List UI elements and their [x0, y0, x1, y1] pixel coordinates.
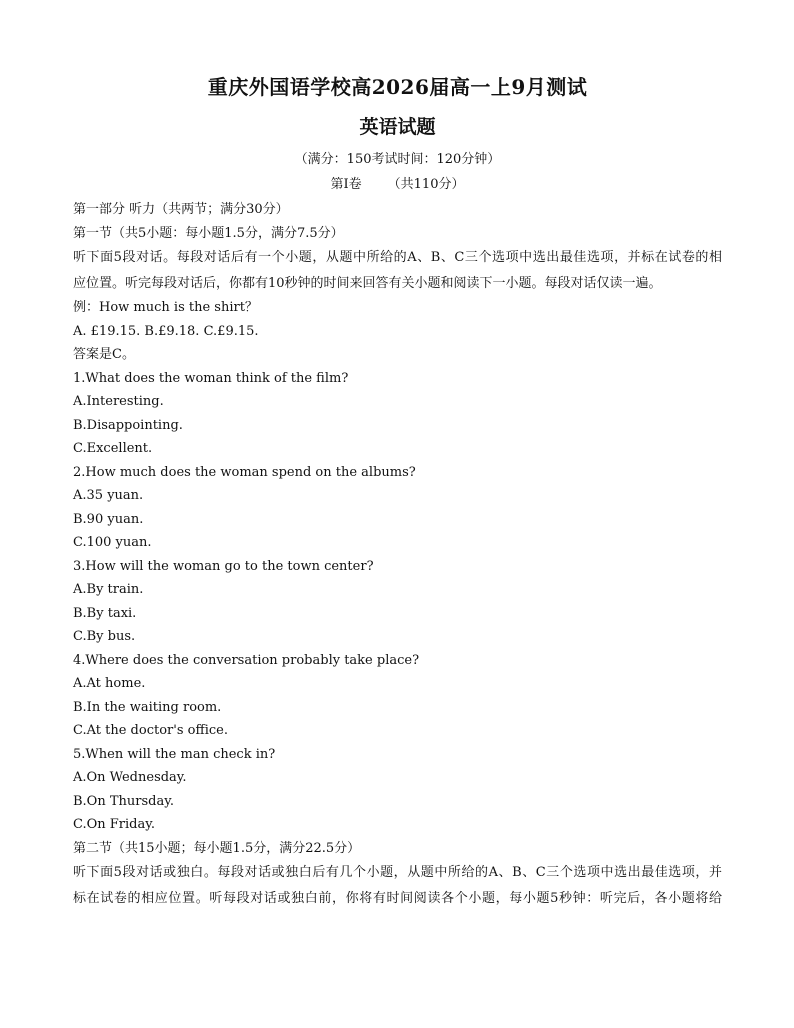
- volume-label: 第Ⅰ卷: [330, 177, 362, 192]
- option-c: C.100 yuan.: [73, 535, 152, 550]
- question-3: [73, 555, 722, 649]
- option-c: C.By bus.: [73, 629, 136, 644]
- subject-title: 英语试题: [359, 116, 436, 138]
- question-text: 5.When will the man check in?: [73, 746, 276, 762]
- question-text: 4.Where does the conversation probably take place?: [73, 652, 420, 668]
- section-two-instructions-line-2: 标在试卷的相应位置。听每段对话或独白前，你将有时间阅读各个小题，每小题5秒钟：听完后，各小题将给: [73, 890, 722, 906]
- question-text: 2.How much does the woman spend on the albums?: [73, 464, 416, 480]
- question-text: 1.What does the woman think of the film?: [73, 370, 349, 386]
- option-a: A.At home.: [73, 676, 146, 691]
- section-one-instructions-line-2: 应位置。听完每段对话后，你都有10秒钟的时间来回答有关小题和阅读下一小题。每段对话仅读一遍。: [73, 275, 662, 291]
- option-a: A.On Wednesday.: [73, 770, 187, 785]
- option-c: C.On Friday.: [73, 817, 155, 832]
- question-4: [73, 649, 722, 743]
- section-one-heading: 第一节（共5小题：每小题1.5分，满分7.5分）: [73, 225, 344, 241]
- option-b: B.On Thursday.: [73, 793, 174, 809]
- question-2: [73, 461, 722, 555]
- option-a: A.35 yuan.: [73, 488, 144, 503]
- score-info: （满分：150考试时间：120分钟）: [294, 152, 501, 167]
- example-options: A. £19.15. B.£9.18. C.£9.15.: [73, 323, 259, 339]
- section-one-instructions-line-1: 听下面5段对话。每段对话后有一个小题，从题中所给的A、B、C三个选项中选出最佳选项，并标在试卷的相: [73, 250, 722, 265]
- option-c: C.At the doctor's office.: [73, 723, 228, 738]
- part-one-heading: 第一部分 听力（共两节；满分30分）: [73, 202, 289, 217]
- option-c: C.Excellent.: [73, 441, 153, 456]
- volume-score: （共110分）: [387, 177, 465, 192]
- option-b: B.90 yuan.: [73, 511, 144, 527]
- option-a: A.By train.: [73, 582, 144, 597]
- volume-heading: [73, 177, 722, 193]
- exam-title: 重庆外国语学校高2026届高一上9月测试: [207, 75, 588, 99]
- question-1: [73, 367, 722, 461]
- question-text: 3.How will the woman go to the town center?: [73, 558, 374, 574]
- listening-part: [73, 198, 722, 911]
- option-b: B.By taxi.: [73, 605, 137, 621]
- option-b: B.Disappointing.: [73, 417, 183, 433]
- section-two-instructions-line-1: 听下面5段对话或独白。每段对话或独白后有几个小题，从题中所给的A、B、C三个选项中选出最佳选项，并: [73, 865, 722, 880]
- example-question: 例：How much is the shirt？: [73, 300, 258, 315]
- option-a: A.Interesting.: [73, 394, 164, 409]
- example-answer: 答案是C。: [73, 347, 135, 362]
- section-two-heading: 第二节（共15小题；每小题1.5分，满分22.5分）: [73, 840, 361, 856]
- question-5: [73, 743, 722, 837]
- option-b: B.In the waiting room.: [73, 699, 222, 715]
